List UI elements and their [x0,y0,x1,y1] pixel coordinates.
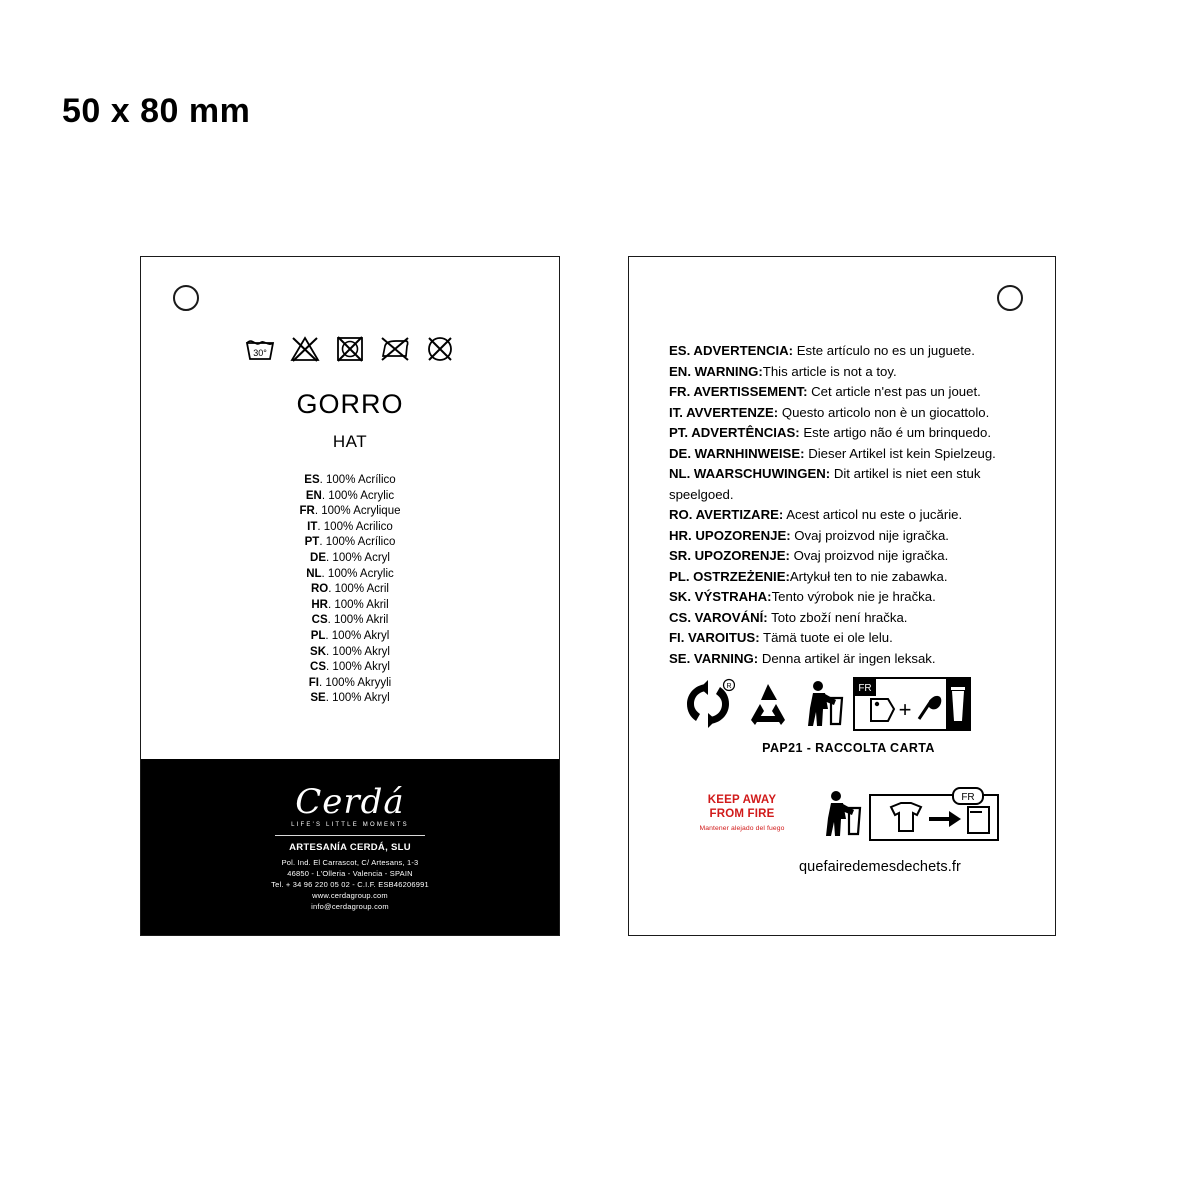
warning-language: RO. AVERTIZARE: [669,507,784,522]
composition-row [141,645,559,661]
warning-row [669,567,1033,588]
composition-row [141,489,559,505]
composition-language: CS [311,614,328,627]
composition-row [141,551,559,567]
warning-row [669,403,1033,424]
product-name-en: HAT [332,432,368,451]
warning-text: Acest articol nu este o jucărie. [783,507,963,522]
tidy-man-icon [801,678,845,735]
composition-value: . 100% Acrylic [321,567,394,580]
composition-value: . 100% Acrilico [317,520,393,533]
warnings-list [669,341,1033,669]
brand-tagline: LIFE'S LITTLE MOMENTS [291,822,409,828]
composition-value: . 100% Akril [327,614,389,627]
warning-row [669,628,1033,649]
composition-value: . 100% Akryl [325,692,390,705]
punch-hole-icon [997,285,1023,311]
warning-row [669,423,1033,444]
warning-text: Dit artikel is niet een stuk speelgoed. [669,466,981,502]
composition-language: FI [308,676,319,689]
composition-value: . 100% Akryyli [319,676,392,689]
warning-text: Artykuł ten to nie zabawka. [789,568,948,584]
recycling-icons-row [681,677,1021,735]
warning-language: SE. VARNING: [669,650,759,666]
warning-language: ES. ADVERTENCIA: [669,343,794,358]
warning-language: NL. WAARSCHUWINGEN: [669,466,831,481]
composition-language: PT [304,536,320,549]
composition-row [141,504,559,520]
fire-warning-title [687,793,797,821]
brand-company-name: ARTESANÍA CERDÁ, SLU [289,842,411,853]
svg-text:+: + [898,696,912,722]
composition-language: EN [305,489,322,502]
warning-text: Ovaj proizvod nije igračka. [789,548,949,563]
resy-arrow-icon [681,678,735,735]
paper-and-product-recycling-icon [853,677,971,736]
page-title: 50 x 80 mm [62,92,251,130]
brand-phone: Tel. + 34 96 220 05 02 - C.I.F. ESB46206991 [271,880,429,889]
composition-value: . 100% Akril [327,598,389,611]
composition-row [141,598,559,614]
warning-row [669,587,1033,608]
warning-row [669,505,1033,526]
warning-language: IT. AVVERTENZE: [669,404,779,420]
warning-language: DE. WARNHINWEISE: [669,445,805,461]
warning-language: SR. UPOZORENJE: [669,548,790,563]
warning-language: FR. AVERTISSEMENT: [669,384,808,399]
hang-tag-front [140,256,560,936]
brand-address-line-1: Pol. Ind. El Carrascot, C/ Artesans, 1-3 [281,858,419,867]
composition-language: ES [304,474,320,486]
warning-row [669,444,1033,465]
fire-warning-block [687,787,1037,846]
composition-value: . 100% Acrílico [319,474,396,486]
composition-value: . 100% Acryl [326,551,390,564]
warning-row [669,341,1033,362]
warning-text: Toto zboží není hračka. [767,609,908,625]
warning-text: Este artículo no es un juguete. [793,343,975,358]
warning-row [669,362,1033,383]
composition-row [141,473,559,489]
composition-row [141,582,559,598]
warning-text: Este artigo não é um brinquedo. [799,425,992,440]
warning-language: CS. VAROVÁNÍ: [669,609,768,625]
warning-row [669,546,1033,567]
do-not-dry-clean-icon [424,333,456,363]
warning-language: PT. ADVERTÊNCIAS: [669,425,800,440]
composition-language: IT [307,520,318,533]
warning-text: This article is not a toy. [762,363,897,379]
brand-logo: Cerdá [295,782,405,822]
composition-row [141,660,559,676]
recycling-block [681,677,1021,755]
composition-language: RO [311,583,329,596]
warning-language: SK. VÝSTRAHA: [669,589,772,604]
warning-row [669,464,1033,505]
composition-value: . 100% Akryl [325,629,390,642]
warning-row [669,382,1033,403]
composition-language: NL [306,567,322,580]
brand-footer [141,759,559,935]
composition-language: CS [310,661,327,674]
composition-language: SE [310,692,326,705]
product-name-es: GORRO [296,389,404,419]
wash-30-icon [244,333,276,363]
composition-row [141,520,559,536]
disposal-icons-row [819,787,999,846]
composition-list [141,473,559,707]
composition-language: SK [310,645,327,658]
warning-language: FI. VAROITUS: [669,630,760,645]
composition-value: . 100% Acril [328,583,389,596]
composition-language: DE [310,551,327,564]
composition-row [141,676,559,692]
brand-divider [275,835,425,836]
warning-text: Denna artikel är ingen leksak. [758,650,936,666]
composition-language: FR [299,505,315,518]
do-not-bleach-icon [289,333,321,363]
composition-row [141,535,559,551]
composition-row [141,567,559,583]
warning-language: PL. OSTRZEŻENIE: [669,568,790,584]
composition-value: . 100% Acrylique [314,505,401,518]
brand-email: info@cerdagroup.com [311,902,389,911]
warning-text: Tämä tuote ei ole lelu. [759,630,893,645]
disposal-website-url: quefairedemesdechets.fr [799,859,961,875]
composition-value: . 100% Acrylic [321,489,395,502]
brand-address-line-2: 46850 - L'Olleria - Valencia - SPAIN [287,869,413,878]
care-symbols-row [141,333,559,363]
composition-value: . 100% Akryl [326,645,390,658]
warning-row [669,608,1033,629]
fire-warning-line-1: KEEP AWAY [707,794,777,806]
warning-row [669,649,1033,670]
warning-language: HR. UPOZORENJE: [669,527,791,543]
warning-text: Ovaj proizvod nije igračka. [790,527,949,543]
pap-recycling-label: PAP21 - RACCOLTA CARTA [762,741,935,755]
svg-text:30°: 30° [253,348,267,358]
do-not-iron-icon [379,333,411,363]
composition-value: . 100% Acrílico [319,536,396,549]
hang-tag-back [628,256,1056,936]
composition-language: HR [311,598,328,611]
svg-text:FR: FR [858,682,872,694]
fire-warning-text [687,787,797,832]
warning-text: Cet article n'est pas un jouet. [807,384,981,399]
composition-row [141,613,559,629]
tidy-man-icon [819,788,863,845]
svg-text:R: R [726,682,732,690]
warning-text: Tento výrobok nie je hračka. [771,589,936,604]
mobius-recycle-icon [743,680,793,733]
svg-text:FR: FR [961,792,975,803]
punch-hole-icon [173,285,199,311]
textile-to-bin-icon [869,787,999,846]
fire-warning-subtitle: Mantener alejado del fuego [699,825,785,832]
composition-row [141,691,559,707]
warning-row [669,526,1033,547]
warning-text: Questo articolo non è un giocattolo. [778,404,990,420]
brand-website: www.cerdagroup.com [312,891,388,900]
warning-text: Dieser Artikel ist kein Spielzeug. [804,445,996,461]
warning-language: EN. WARNING: [669,363,763,379]
composition-value: . 100% Akryl [326,661,390,674]
composition-row [141,629,559,645]
composition-language: PL [310,629,326,642]
fire-warning-line-2: FROM FIRE [709,808,775,820]
do-not-tumble-dry-icon [334,333,366,363]
